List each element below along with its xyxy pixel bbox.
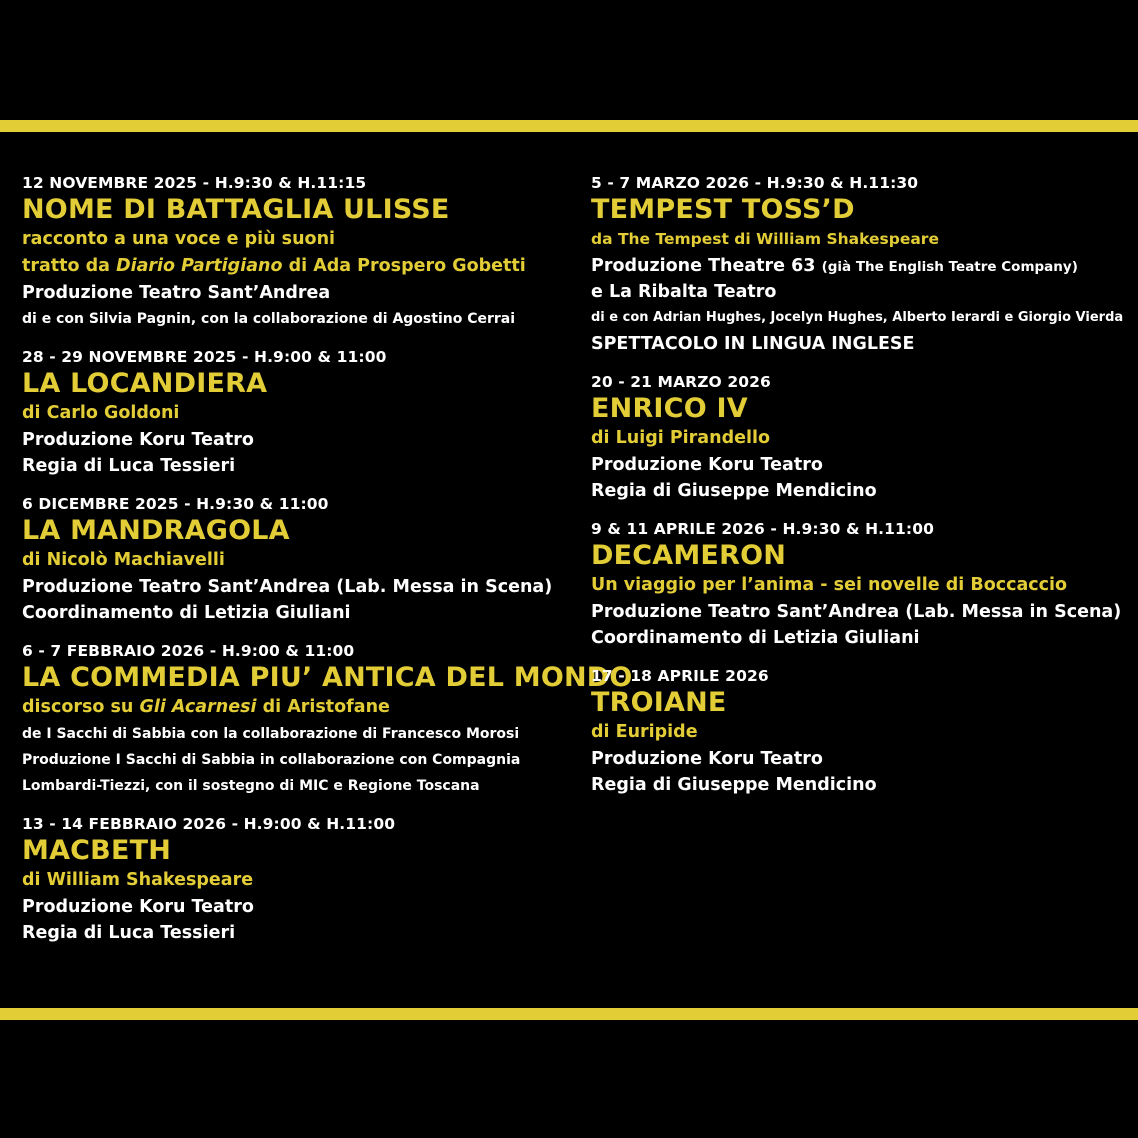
event-support: Lombardi-Tiezzi, con il sostegno di MIC e Regione Toscana xyxy=(22,778,480,794)
event-director: Regia di Giuseppe Mendicino xyxy=(591,775,877,795)
event-production: Produzione Koru Teatro xyxy=(22,897,254,917)
event-production: Produzione Teatro Sant’Andrea (Lab. Messa in Scena) xyxy=(591,602,1122,622)
event-date: 20 - 21 MARZO 2026 xyxy=(591,373,771,391)
event-author: di Carlo Goldoni xyxy=(22,403,180,423)
left-column xyxy=(22,172,633,946)
event-la-mandragola xyxy=(22,493,582,626)
event-troiane xyxy=(591,665,1131,798)
event-macbeth xyxy=(22,813,582,946)
event-production: Produzione Teatro Sant’Andrea xyxy=(22,283,331,303)
event-production: Produzione I Sacchi di Sabbia in collaborazione con Compagnia xyxy=(22,752,521,768)
event-title: ENRICO IV xyxy=(591,393,748,424)
event-date: 6 DICEMBRE 2025 - H.9:30 & 11:00 xyxy=(22,495,329,513)
event-date: 5 - 7 MARZO 2026 - H.9:30 & H.11:30 xyxy=(591,174,919,192)
event-title: MACBETH xyxy=(22,835,172,866)
event-director: Regia di Luca Tessieri xyxy=(22,456,236,476)
event-coordinator: Coordinamento di Letizia Giuliani xyxy=(591,628,920,648)
event-title: LA COMMEDIA PIU’ ANTICA DEL MONDO xyxy=(22,662,633,693)
event-title: LA MANDRAGOLA xyxy=(22,515,290,546)
event-production: Produzione Koru Teatro xyxy=(591,455,823,475)
event-enrico-iv xyxy=(591,371,1131,504)
event-tempest-tossd xyxy=(591,172,1131,357)
event-director: Regia di Giuseppe Mendicino xyxy=(591,481,877,501)
event-la-locandiera xyxy=(22,346,582,479)
event-title: NOME DI BATTAGLIA ULISSE xyxy=(22,194,450,225)
event-date: 12 NOVEMBRE 2025 - H.9:30 & H.11:15 xyxy=(22,174,367,192)
event-production: Produzione Teatro Sant’Andrea (Lab. Messa in Scena) xyxy=(22,577,553,597)
event-decameron xyxy=(591,518,1131,651)
event-title: DECAMERON xyxy=(591,540,787,571)
event-director: Regia di Luca Tessieri xyxy=(22,923,236,943)
right-column xyxy=(591,172,1131,798)
event-title: TEMPEST TOSS’D xyxy=(591,194,855,225)
event-nome-di-battaglia xyxy=(22,172,582,332)
event-production: Produzione Koru Teatro xyxy=(591,749,823,769)
event-title: LA LOCANDIERA xyxy=(22,368,268,399)
event-coproduction: e La Ribalta Teatro xyxy=(591,282,777,302)
event-date: 9 & 11 APRILE 2026 - H.9:30 & H.11:00 xyxy=(591,520,934,538)
event-subtitle: Un viaggio per l’anima - sei novelle di Boccaccio xyxy=(591,575,1068,595)
event-date: 17 - 18 APRILE 2026 xyxy=(591,667,769,685)
event-date: 6 - 7 FEBBRAIO 2026 - H.9:00 & 11:00 xyxy=(22,642,355,660)
event-credits: de I Sacchi di Sabbia con la collaborazione di Francesco Morosi xyxy=(22,726,520,742)
event-source: da The Tempest di William Shakespeare xyxy=(591,230,939,248)
event-author: di Luigi Pirandello xyxy=(591,428,770,448)
event-subtitle: racconto a una voce e più suoni xyxy=(22,229,336,249)
event-author: di Nicolò Machiavelli xyxy=(22,550,225,570)
event-production: Produzione Koru Teatro xyxy=(22,430,254,450)
event-coordinator: Coordinamento di Letizia Giuliani xyxy=(22,603,351,623)
event-title: TROIANE xyxy=(591,687,727,718)
bottom-accent-bar xyxy=(0,1008,1138,1020)
event-date: 13 - 14 FEBBRAIO 2026 - H.9:00 & H.11:00 xyxy=(22,815,396,833)
event-production: Produzione Theatre 63 (già The English Teatre Company) xyxy=(591,256,1078,276)
event-author: di William Shakespeare xyxy=(22,870,254,890)
event-language-note: SPETTACOLO IN LINGUA INGLESE xyxy=(591,334,915,354)
event-subtitle: discorso su Gli Acarnesi di Aristofane xyxy=(22,697,390,717)
event-subtitle-source: tratto da Diario Partigiano di Ada Prospero Gobetti xyxy=(22,256,526,276)
event-credits: di e con Adrian Hughes, Jocelyn Hughes, Alberto Ierardi e Giorgio Vierda xyxy=(591,310,1124,325)
event-credits: di e con Silvia Pagnin, con la collaborazione di Agostino Cerrai xyxy=(22,311,516,327)
event-author: di Euripide xyxy=(591,722,698,742)
event-la-commedia xyxy=(22,640,633,799)
event-date: 28 - 29 NOVEMBRE 2025 - H.9:00 & 11:00 xyxy=(22,348,387,366)
top-accent-bar xyxy=(0,120,1138,132)
